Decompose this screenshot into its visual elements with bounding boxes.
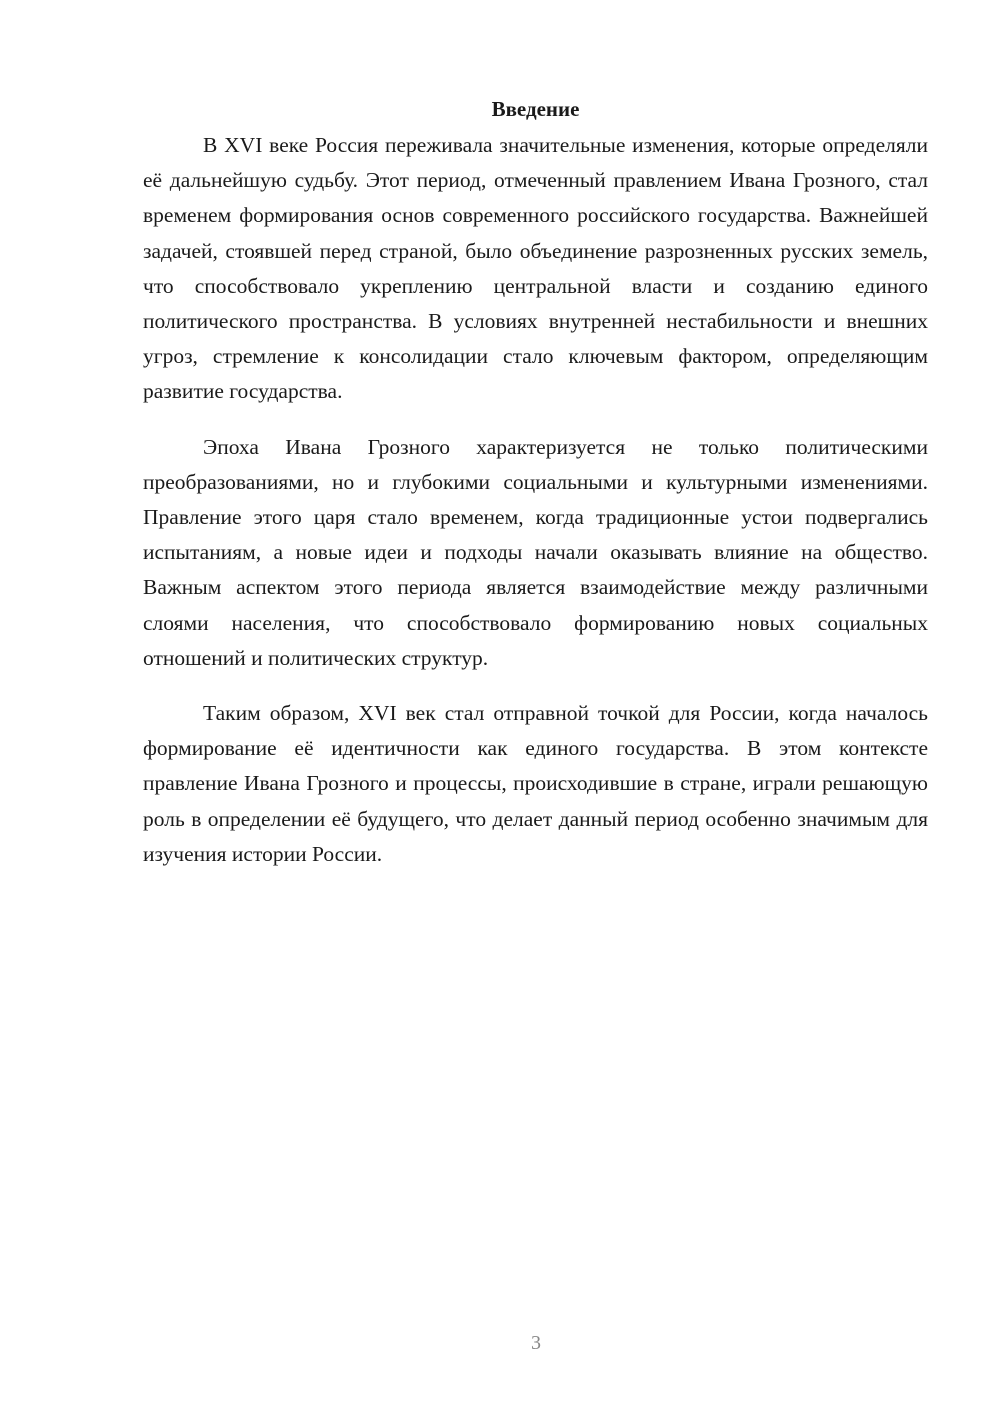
paragraph-1: В XVI веке Россия переживала значительные изменения, которые определяли её дальнейшую судьбу. Этот период, отмеченный правлением Ивана Грозного, стал временем формирования основ современного российского государства. Важнейшей задачей, стоявшей перед страной, было объединение разрозненных русских земель, что способствовало укреплению центральной власти и созданию единого политического пространства. В условиях внутренней нестабильности и внешних угроз, стремление к консолидации стало ключевым фактором, определяющим развитие государства. bbox=[143, 133, 928, 404]
section-heading: Введение bbox=[491, 97, 580, 121]
paragraph-3: Таким образом, XVI век стал отправной точкой для России, когда началось формирование её идентичности как единого государства. В этом контексте правление Ивана Грозного и процессы, происходившие в стране, играли решающую роль в определении её будущего, что делает данный период особенно значимым для изучения истории России. bbox=[143, 701, 928, 866]
page-content bbox=[143, 92, 928, 892]
paragraph-2: Эпоха Ивана Грозного характеризуется не только политическими преобразованиями, но и глубокими социальными и культурными изменениями. Правление этого царя стало временем, когда традиционные устои подвергались испытаниям, а новые идеи и подходы начали оказывать влияние на общество. Важным аспектом этого периода является взаимодействие между различными слоями населения, что способствовало формированию новых социальных отношений и политических структур. bbox=[143, 434, 928, 670]
page-number: 3 bbox=[531, 1332, 541, 1354]
